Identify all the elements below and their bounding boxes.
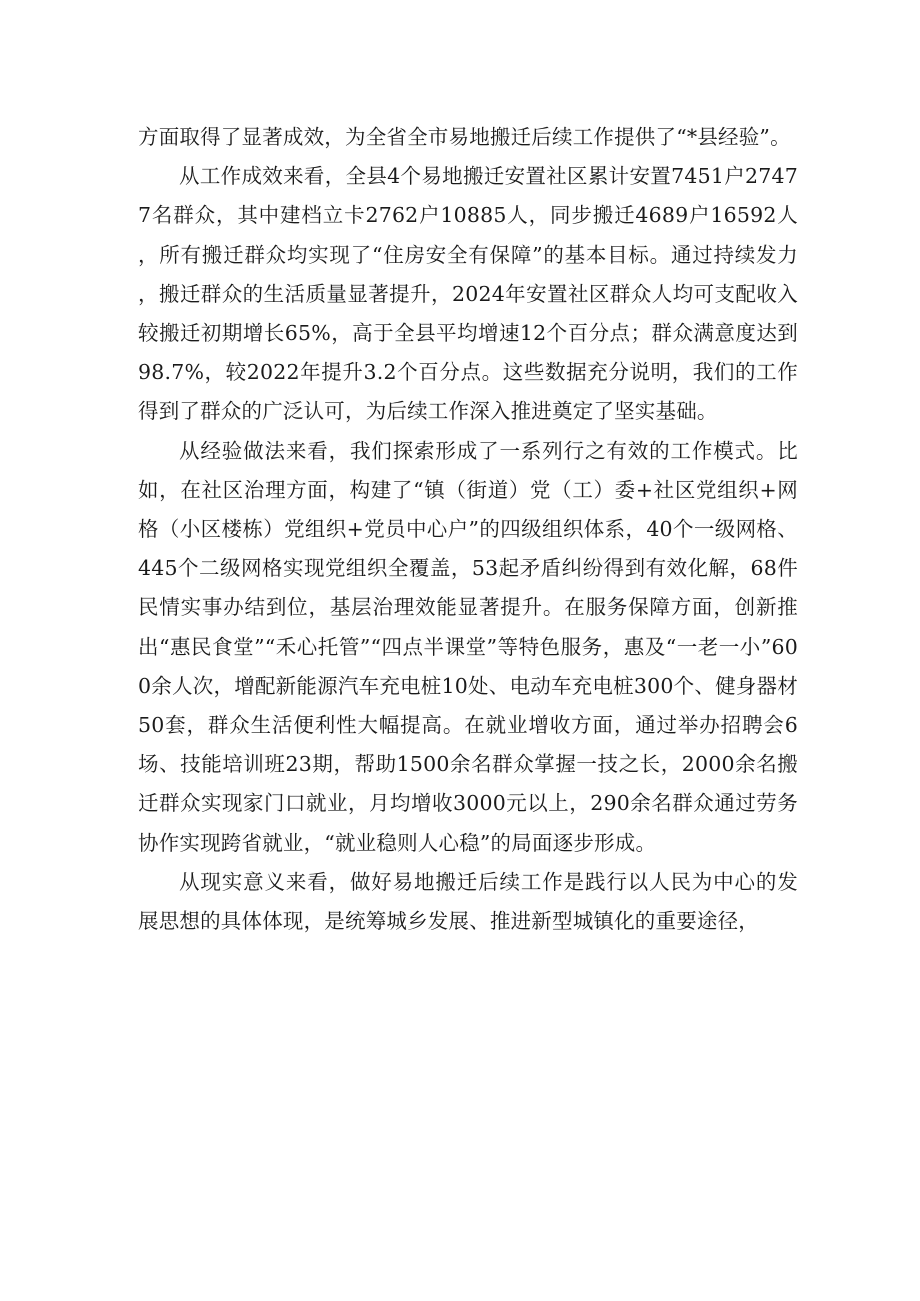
paragraph-practical-significance: 从现实意义来看，做好易地搬迁后续工作是践行以人民为中心的发展思想的具体体现，是统筹城乡发展、推进新型城镇化的重要途径， <box>138 869 798 934</box>
paragraph-experience-practices: 从经验做法来看，我们探索形成了一系列行之有效的工作模式。比如，在社区治理方面，构建了“镇（街道）党（工）委+社区党组织+网格（小区楼栋）党组织+党员中心户”的四级组织体系，40个一级网格、445个二级网格实现党组织全覆盖，53起矛盾纠纷得到有效化解，68件民情实事办结到位，基层治理效能显著提升。在服务保障方面，创新推出“惠民食堂”“禾心托管”“四点半课堂”等特色服务，惠及“一老一小”600余人次，增配新能源汽车充电桩10处、电动车充电桩300个、健身器材50套，群众生活便利性大幅提高。在就业增收方面，通过举办招聘会6场、技能培训班23期，帮助1500余名群众掌握一技之长，2000余名搬迁群众实现家门口就业，月均增收3000元以上，290余名群众通过劳务协作实现跨省就业，“就业稳则人心稳”的局面逐步形成。 <box>138 438 798 855</box>
paragraph-continuation: 方面取得了显著成效，为全省全市易地搬迁后续工作提供了“*县经验”。 <box>138 125 791 149</box>
paragraph-work-results: 从工作成效来看，全县4个易地搬迁安置社区累计安置7451户27477名群众，其中建档立卡2762户10885人，同步搬迁4689户16592人，所有搬迁群众均实现了“住房安全有保障”的基本目标。通过持续发力，搬迁群众的生活质量显著提升，2024年安置社区群众人均可支配收入较搬迁初期增长65%，高于全县平均增速12个百分点；群众满意度达到98.7%，较2022年提升3.2个百分点。这些数据充分说明，我们的工作得到了群众的广泛认可，为后续工作深入推进奠定了坚实基础。 <box>138 164 798 424</box>
document-body <box>138 118 798 941</box>
